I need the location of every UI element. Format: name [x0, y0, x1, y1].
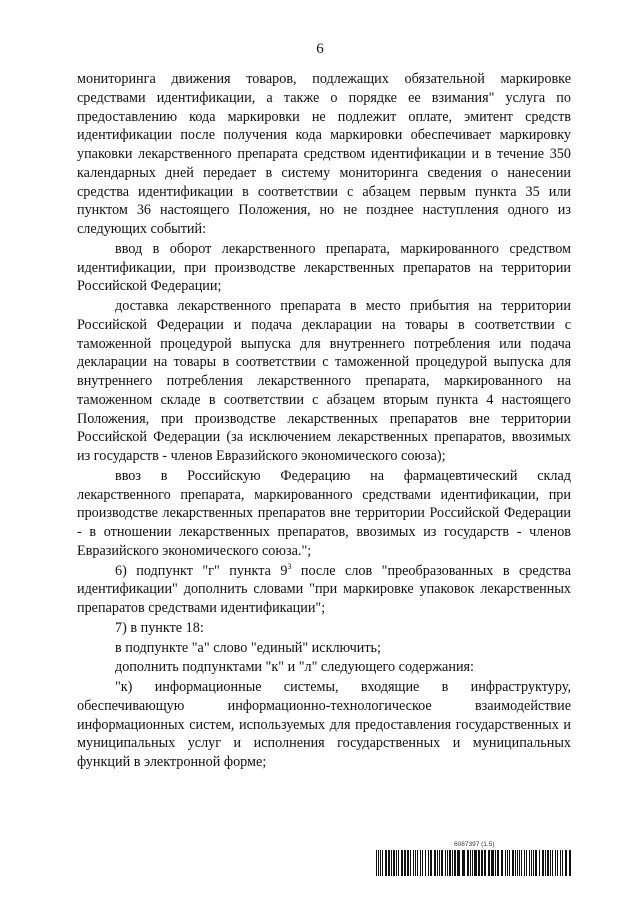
paragraph-with-superscript [77, 561, 575, 618]
paragraph: дополнить подпунктами "к" и "л" следующего содержания: [115, 659, 475, 676]
page-number: 6 [316, 41, 324, 57]
paragraph: ввод в оборот лекарственного препарата, маркированного средством идентификации, при производстве лекарственных препаратов на территории Российской Федерации; [77, 240, 575, 295]
paragraph-text-part: 6) подпункт "г" пункта 9 [115, 562, 288, 579]
paragraph: 7) в пункте 18: [115, 619, 204, 636]
barcode-icon [376, 850, 574, 876]
paragraph: мониторинга движения товаров, подлежащих обязательной маркировке средствами идентификации, а также о порядке ее взимания" услуга по предоставлению кода маркировки не подлежит оплате, эмитент средств идентификации после получения кода маркировки обеспечивает маркировку упаковки лекарственного препарата средством идентификации и в течение 350 календарных дней передает в систему мониторинга сведения о нанесении средства идентификации в соответствии с абзацем первым пункта 35 или пунктом 36 настоящего Положения, но не позднее наступления одного из следующих событий: [77, 71, 575, 237]
paragraph: доставка лекарственного препарата в место прибытия на территории Российской Федерации и подача декларации на товары в соответствии с таможенной процедурой выпуска для внутреннего потребления или подача декларации на товары в соответствии с таможенной процедурой выпуска для внутреннего потребления лекарственного препарата, маркированного на таможенном складе в соответствии с абзацем вторым пункта 4 настоящего Положения, при производстве лекарственных препаратов вне территории Российской Федерации (за исключением лекарственных препаратов, ввозимых из государств - членов Евразийского экономического союза); [77, 298, 575, 464]
paragraph-text-part: после слов "преобразованных в средства идентификации" дополнить словами "при маркировке упаковок лекарственных препаратов средствами идентификации"; [77, 562, 575, 616]
paragraph: "к) информационные системы, входящие в инфраструктуру, обеспечивающую информационно-технологическое взаимодействие информационных систем, используемых для предоставления государственных и муниципальных услуг и исполнения государственных и муниципальных функций в электронной форме; [77, 679, 575, 770]
document-code: 6087397 (1.5) [454, 841, 495, 848]
paragraph: ввоз в Российскую Федерацию на фармацевтический склад лекарственного препарата, маркированного средствами идентификации, при производстве лекарственных препаратов вне территории Российской Федерации - в отношении лекарственных препаратов, ввозимых из государств - членов Евразийского экономического союза."; [77, 467, 575, 559]
superscript: 3 [287, 561, 292, 571]
document-body [77, 70, 575, 773]
paragraph: в подпункте "а" слово "единый" исключить; [115, 639, 381, 656]
